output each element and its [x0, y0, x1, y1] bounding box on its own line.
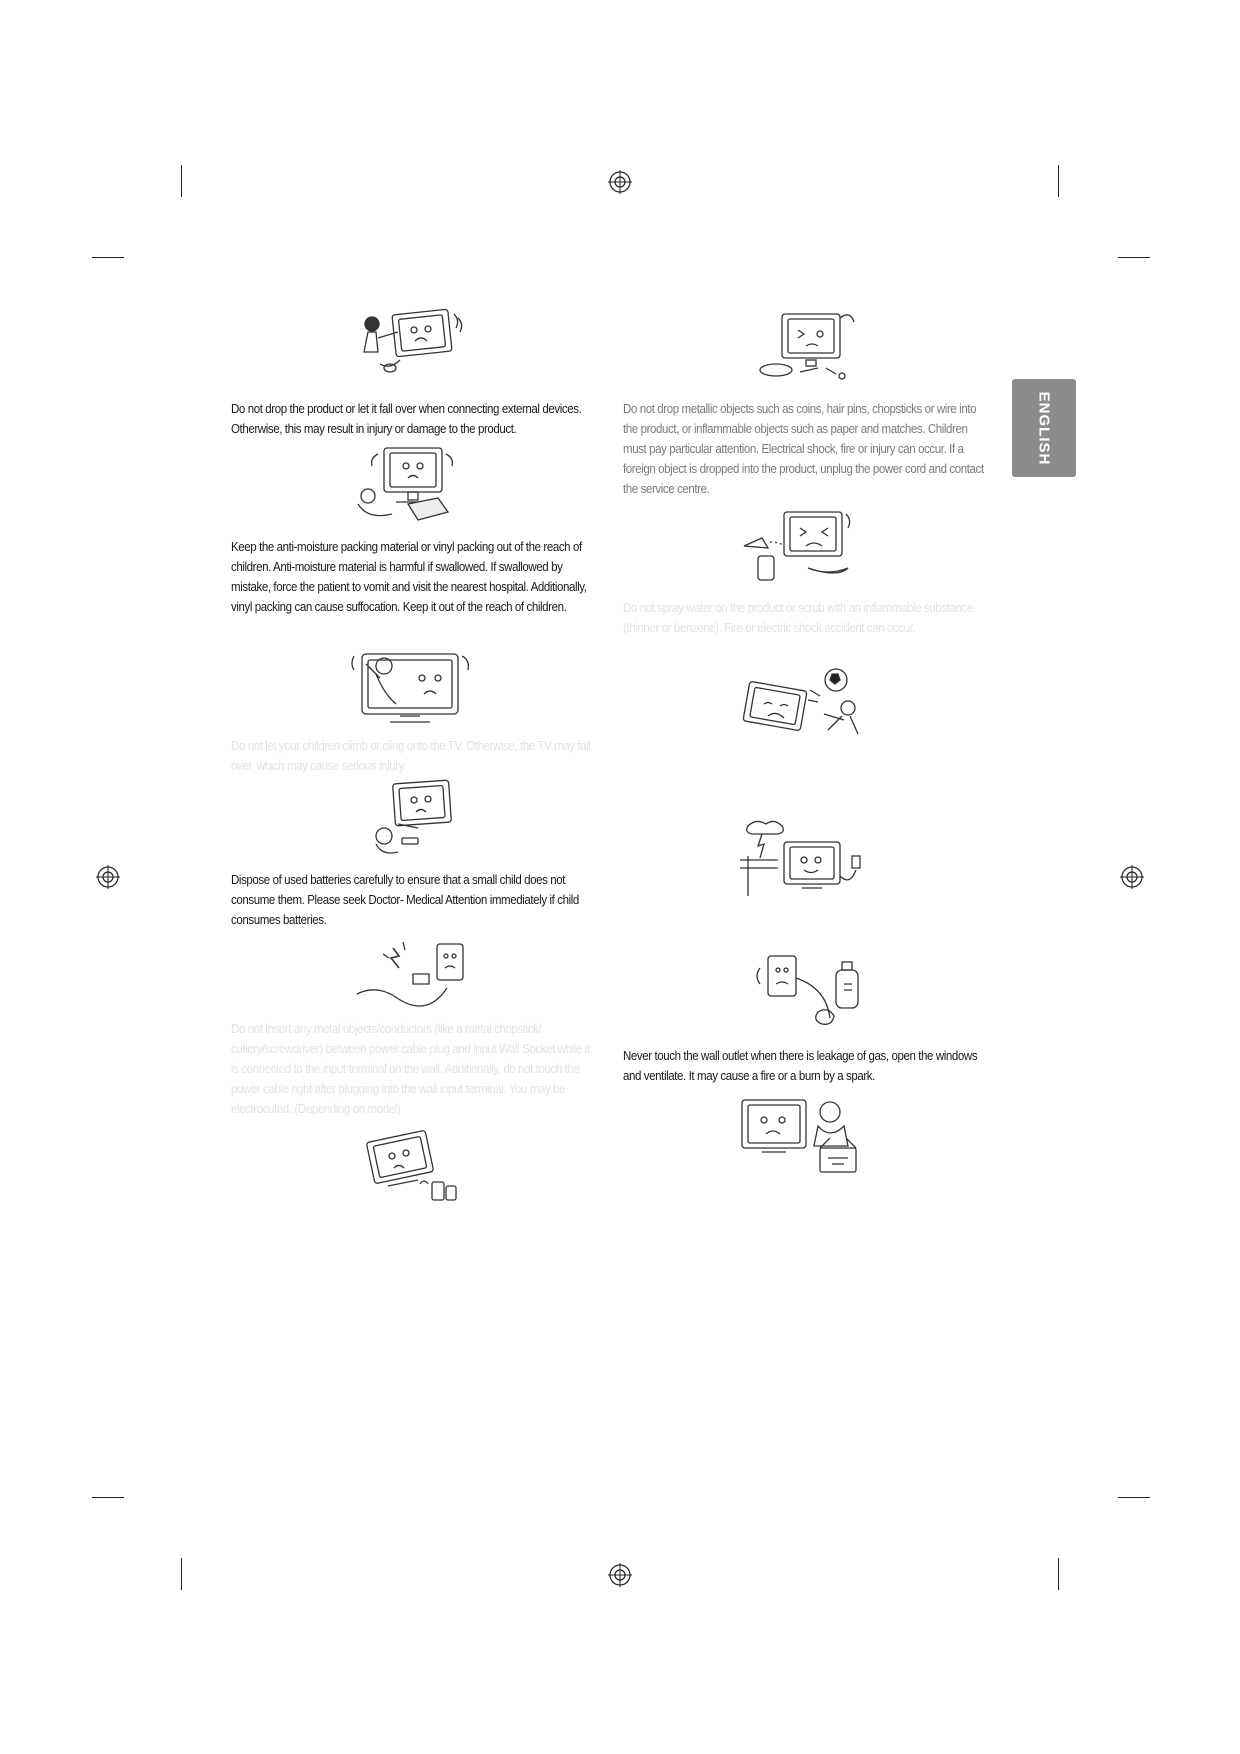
- tv-repair-person-icon: [738, 1092, 872, 1178]
- registration-mark-icon: [608, 1563, 632, 1587]
- child-battery-icon: [362, 778, 470, 862]
- crop-mark: [92, 1497, 124, 1498]
- warning-text: Do not let your children climb or cling onto the TV. Otherwise, the TV may fall over, which may cause serious injury.: [231, 738, 591, 773]
- warning-text: Dispose of used batteries carefully to ensure that a small child does not consume them. Please seek Doctor- Medical Attention immediately if child consumes batteries.: [231, 872, 579, 927]
- tv-lightning-icon: [738, 816, 870, 900]
- warning-text: Do not drop the product or let it fall over when connecting external devices. Otherwise, this may result in injury or damage to the product.: [231, 401, 582, 436]
- warning-text: Do not spray water on the product or scrub with an inflammable substance (thinner or benzene). Fire or electric shock accident can occur.: [623, 600, 973, 635]
- power-plug-spark-icon: [353, 934, 473, 1014]
- tv-fall-child-icon: [350, 308, 470, 378]
- registration-mark-icon: [608, 170, 632, 194]
- crop-mark: [1118, 257, 1150, 258]
- crop-mark: [1118, 1497, 1150, 1498]
- registration-mark-icon: [96, 865, 120, 889]
- child-packing-icon: [338, 444, 478, 526]
- warning-text: Never touch the wall outlet when there is leakage of gas, open the windows and ventilate. It may cause a fire or a burn by a spark.: [623, 1048, 978, 1083]
- language-tab: [1012, 379, 1076, 477]
- crop-mark: [181, 165, 182, 197]
- crop-mark: [1058, 1558, 1059, 1590]
- crop-mark: [1058, 165, 1059, 197]
- registration-mark-icon: [1120, 865, 1144, 889]
- gas-leak-outlet-icon: [748, 948, 872, 1036]
- child-climbing-tv-icon: [350, 644, 480, 730]
- crop-mark: [92, 257, 124, 258]
- language-tab-label: ENGLISH: [1035, 391, 1053, 465]
- warning-text: Do not drop metallic objects such as coins, hair pins, chopsticks or wire into the product, or inflammable objects such as paper and matches. Children must pay particular attention. Electrical shock, fire or injury can occur. If a foreign object is dropped into the product, unplug the power cord and contact the service centre.: [623, 401, 984, 496]
- warning-text: Do not insert any metal objects/conductors (like a metal chopstick/ cutlery/screwdriver) between power cable plug and input Wall Socket while it is connected to the input terminal on the wall. Additionally, do not touch the power cable right after plugging into the wall input terminal. You may be electrocuted. (Depending on model): [231, 1021, 590, 1116]
- warning-text: Keep the anti-moisture packing material or vinyl packing out of the reach of children. Anti-moisture material is harmful if swallowed. If swallowed by mistake, force the patient to vomit and visit the nearest hospital. Additionally, vinyl packing can cause suffocation. Keep it out of the reach of children.: [231, 539, 587, 614]
- metal-objects-tv-icon: [746, 306, 866, 388]
- tv-chemicals-icon: [362, 1128, 462, 1208]
- ball-impact-tv-icon: [738, 666, 870, 744]
- crop-mark: [181, 1558, 182, 1590]
- spray-water-tv-icon: [738, 506, 862, 588]
